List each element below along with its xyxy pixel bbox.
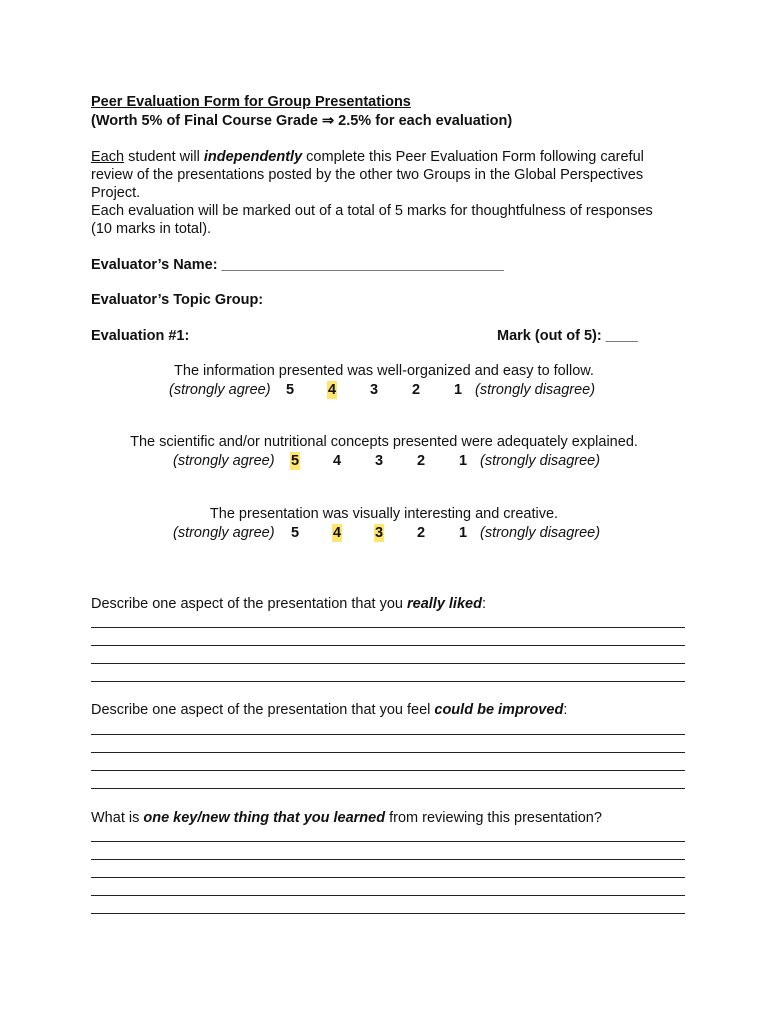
question-3-emphasis: one key/new thing that you learned	[143, 810, 386, 826]
rating-option[interactable]: 1	[454, 382, 463, 398]
strongly-disagree-label: (strongly disagree)	[480, 525, 601, 541]
intro-line-4: Each evaluation will be marked out of a total of 5 marks for thoughtfulness of responses	[91, 203, 653, 219]
rating-scale-2	[0, 452, 768, 470]
answer-line[interactable]	[91, 663, 685, 664]
answer-line[interactable]	[91, 859, 685, 860]
question-1-emphasis: really liked	[406, 596, 482, 612]
intro-independently: independently	[203, 149, 303, 165]
answer-line[interactable]	[91, 681, 685, 682]
evaluation-label: Evaluation #1:	[91, 328, 190, 344]
strongly-agree-label: (strongly agree)	[169, 382, 271, 398]
strongly-disagree-label: (strongly disagree)	[480, 453, 601, 469]
answer-line[interactable]	[91, 877, 685, 878]
answer-line[interactable]	[91, 841, 685, 842]
question-3-text: What is	[91, 810, 144, 826]
form-title: Peer Evaluation Form for Group Presentations	[91, 94, 411, 110]
statement-2: The scientific and/or nutritional concepts presented were adequately explained.	[130, 434, 638, 450]
rating-option[interactable]: 5	[291, 525, 300, 541]
intro-line-1	[91, 148, 644, 166]
statement-1: The information presented was well-organized and easy to follow.	[174, 363, 594, 379]
intro-each: Each	[91, 149, 125, 165]
rating-option[interactable]: 2	[417, 453, 426, 469]
strongly-disagree-label: (strongly disagree)	[475, 382, 596, 398]
answer-line[interactable]	[91, 627, 685, 628]
intro-line-3: Project.	[91, 185, 141, 201]
rating-option[interactable]: 1	[459, 453, 468, 469]
strongly-agree-label: (strongly agree)	[173, 525, 275, 541]
question-1-text: Describe one aspect of the presentation that you	[91, 596, 407, 612]
intro-line-5: (10 marks in total).	[91, 221, 212, 237]
answer-line[interactable]	[91, 788, 685, 789]
question-3-suffix: from reviewing this presentation?	[385, 810, 602, 826]
statement-3: The presentation was visually interesting and creative.	[209, 506, 559, 522]
question-2	[91, 701, 567, 719]
strongly-agree-label: (strongly agree)	[173, 453, 275, 469]
question-2-suffix: :	[563, 702, 568, 718]
answer-line[interactable]	[91, 913, 685, 914]
question-3	[91, 809, 602, 827]
rating-option[interactable]: 3	[375, 453, 384, 469]
rating-option[interactable]: 2	[417, 525, 426, 541]
intro-text-b: complete this Peer Evaluation Form following careful	[302, 149, 644, 165]
rating-option[interactable]: 1	[459, 525, 468, 541]
answer-line[interactable]	[91, 770, 685, 771]
question-1-suffix: :	[481, 596, 486, 612]
question-1	[91, 595, 486, 613]
rating-option-selected[interactable]: 5	[291, 453, 300, 469]
intro-line-2: review of the presentations posted by the other two Groups in the Global Perspectives	[91, 167, 644, 183]
answer-line[interactable]	[91, 645, 685, 646]
rating-scale-3	[0, 524, 768, 542]
question-2-emphasis: could be improved	[434, 702, 564, 718]
question-2-text: Describe one aspect of the presentation that you feel	[91, 702, 435, 718]
mark-field[interactable]: Mark (out of 5): ____	[497, 328, 638, 344]
rating-option[interactable]: 3	[370, 382, 379, 398]
rating-option[interactable]: 5	[286, 382, 295, 398]
form-subtitle: (Worth 5% of Final Course Grade ⇒ 2.5% for each evaluation)	[91, 113, 513, 129]
intro-text-a: student will	[124, 149, 204, 165]
answer-line[interactable]	[91, 895, 685, 896]
rating-option-selected[interactable]: 4	[333, 525, 342, 541]
rating-option[interactable]: 2	[412, 382, 421, 398]
rating-scale-1	[0, 381, 768, 399]
answer-line[interactable]	[91, 734, 685, 735]
rating-option-selected[interactable]: 4	[328, 382, 337, 398]
rating-option-selected[interactable]: 3	[375, 525, 384, 541]
answer-line[interactable]	[91, 752, 685, 753]
rating-option[interactable]: 4	[333, 453, 342, 469]
evaluator-topic-group-field[interactable]: Evaluator’s Topic Group:	[91, 292, 264, 308]
evaluator-name-field[interactable]: Evaluator’s Name: ___________________________________	[91, 257, 504, 273]
